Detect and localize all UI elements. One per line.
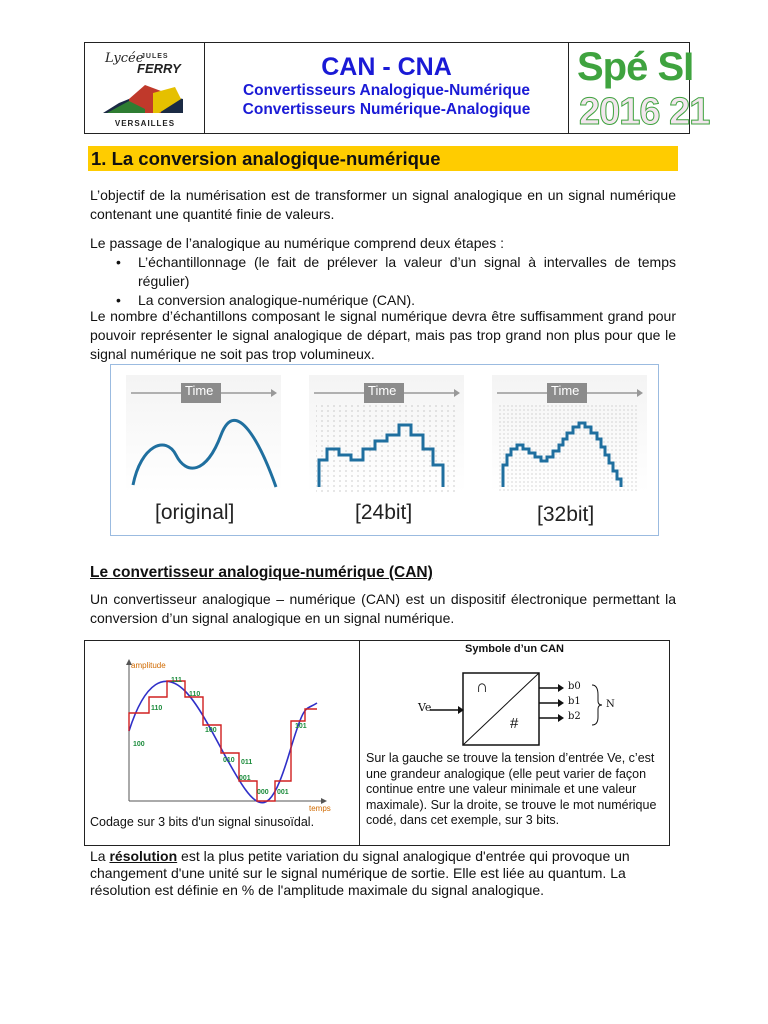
subtitle-can: Convertisseurs Analogique-Numérique: [242, 82, 531, 99]
list-item: [90, 253, 676, 291]
sine-coding-chart: [85, 641, 359, 813]
bullet-icon: •: [116, 254, 121, 270]
can-table: [84, 640, 670, 846]
school-logo: [85, 43, 205, 133]
code-label: 111: [171, 677, 182, 684]
analog-symbol-icon: ∩: [476, 677, 489, 696]
bullet-icon: •: [116, 292, 121, 308]
list-item-text: La conversion analogique-numérique (CAN).: [138, 292, 416, 308]
code-label: 101: [295, 723, 307, 730]
can-symbol-description: Sur la gauche se trouve la tension d’entrée Ve, c’est une grandeur analogique (elle peut varier de façon continue entre une valeur minimale et une valeur maximale). Sur la droite, se trouve le mot numérique codé, dans cet exemple, sur 3 bits.: [366, 751, 657, 827]
logo-jules-text: JULES: [141, 53, 169, 60]
building-logo-icon: [99, 73, 191, 119]
can-symbol-diagram: [360, 655, 670, 755]
resolution-prefix: La: [90, 848, 110, 864]
temps-label: temps: [309, 804, 331, 813]
code-label: 010: [223, 757, 235, 764]
resolution-body: est la plus petite variation du signal analogique d'entrée qui provoque un changement d'une unité sur le signal numérique de sortie. Elle est liée au quantum. La résolution est définie en % de l'amplitude maximale du signal analogique.: [90, 848, 630, 898]
code-label: 110: [189, 691, 201, 698]
input-ve-label: Ve: [418, 701, 432, 714]
document-title: CAN - CNA: [321, 53, 452, 81]
output-b1-label: b1: [568, 696, 581, 707]
title-block: [205, 43, 569, 133]
code-label: 100: [133, 741, 145, 748]
can-symbol-title: Symbole d’un CAN: [464, 643, 564, 655]
paragraph-steps-intro: Le passage de l’analogique au numérique comprend deux étapes :: [90, 235, 505, 251]
code-label: 001: [277, 789, 289, 796]
section-heading-can: Le convertisseur analogique-numérique (CAN): [90, 564, 433, 581]
code-label: 011: [241, 759, 253, 766]
can-symbol-cell: [360, 641, 669, 845]
amplitude-label: amplitude: [131, 661, 166, 670]
panel-label-original: [original]: [155, 501, 235, 524]
digital-symbol-icon: #: [510, 715, 519, 732]
paragraph-samples: Le nombre d’échantillons composant le signal numérique devra être suffisamment grand pour pouvoir représenter le signal analogique de départ, mais pas trop grand non plus pour que le signal numérique ne soit pas trop volumineux.: [90, 308, 676, 362]
code-label: 110: [151, 705, 163, 712]
sine-coding-cell: [85, 641, 360, 845]
paragraph-objective: L’objectif de la numérisation est de transformer un signal analogique en un signal numérique contenant une quantité finie de valeurs.: [90, 187, 676, 222]
time-label: Time: [551, 383, 580, 398]
list-item-text: L’échantillonnage (le fait de prélever la valeur d’un signal à intervalles de temps régulier): [138, 254, 676, 289]
logo-ferry-text: FERRY: [137, 61, 181, 76]
sampling-figure: [110, 364, 659, 536]
panel-label-24bit: [24bit]: [355, 501, 413, 524]
code-label: 100: [205, 727, 217, 734]
time-label: Time: [368, 383, 397, 398]
output-b2-label: b2: [568, 711, 581, 722]
output-b0-label: b0: [568, 681, 581, 692]
subtitle-cna: Convertisseurs Numérique-Analogique: [242, 101, 531, 118]
spe-si-years: 2016 21: [579, 91, 710, 133]
sine-coding-caption: Codage sur 3 bits d'un signal sinusoïdal.: [90, 815, 315, 829]
spe-si-label: Spé SI: [577, 45, 694, 89]
paragraph-can-definition: Un convertisseur analogique – numérique (CAN) est un dispositif électronique permettant la conversion d’un signal analogique en un signal numérique.: [90, 591, 676, 626]
logo-versailles-text: VERSAILLES: [114, 119, 176, 128]
steps-list: [90, 253, 676, 310]
logo-lycee-text: Lycée: [105, 51, 144, 66]
panel-label-32bit: [32bit]: [537, 503, 595, 526]
code-label: 000: [257, 789, 269, 796]
paragraph-resolution: [90, 848, 676, 899]
document-header: [84, 42, 710, 134]
time-label: Time: [185, 383, 214, 398]
code-label: 001: [239, 775, 251, 782]
section-heading-1: 1. La conversion analogique-numérique: [88, 146, 678, 171]
resolution-term: résolution: [109, 848, 178, 864]
output-n-label: N: [606, 699, 615, 710]
spe-si-badge: [569, 43, 710, 133]
